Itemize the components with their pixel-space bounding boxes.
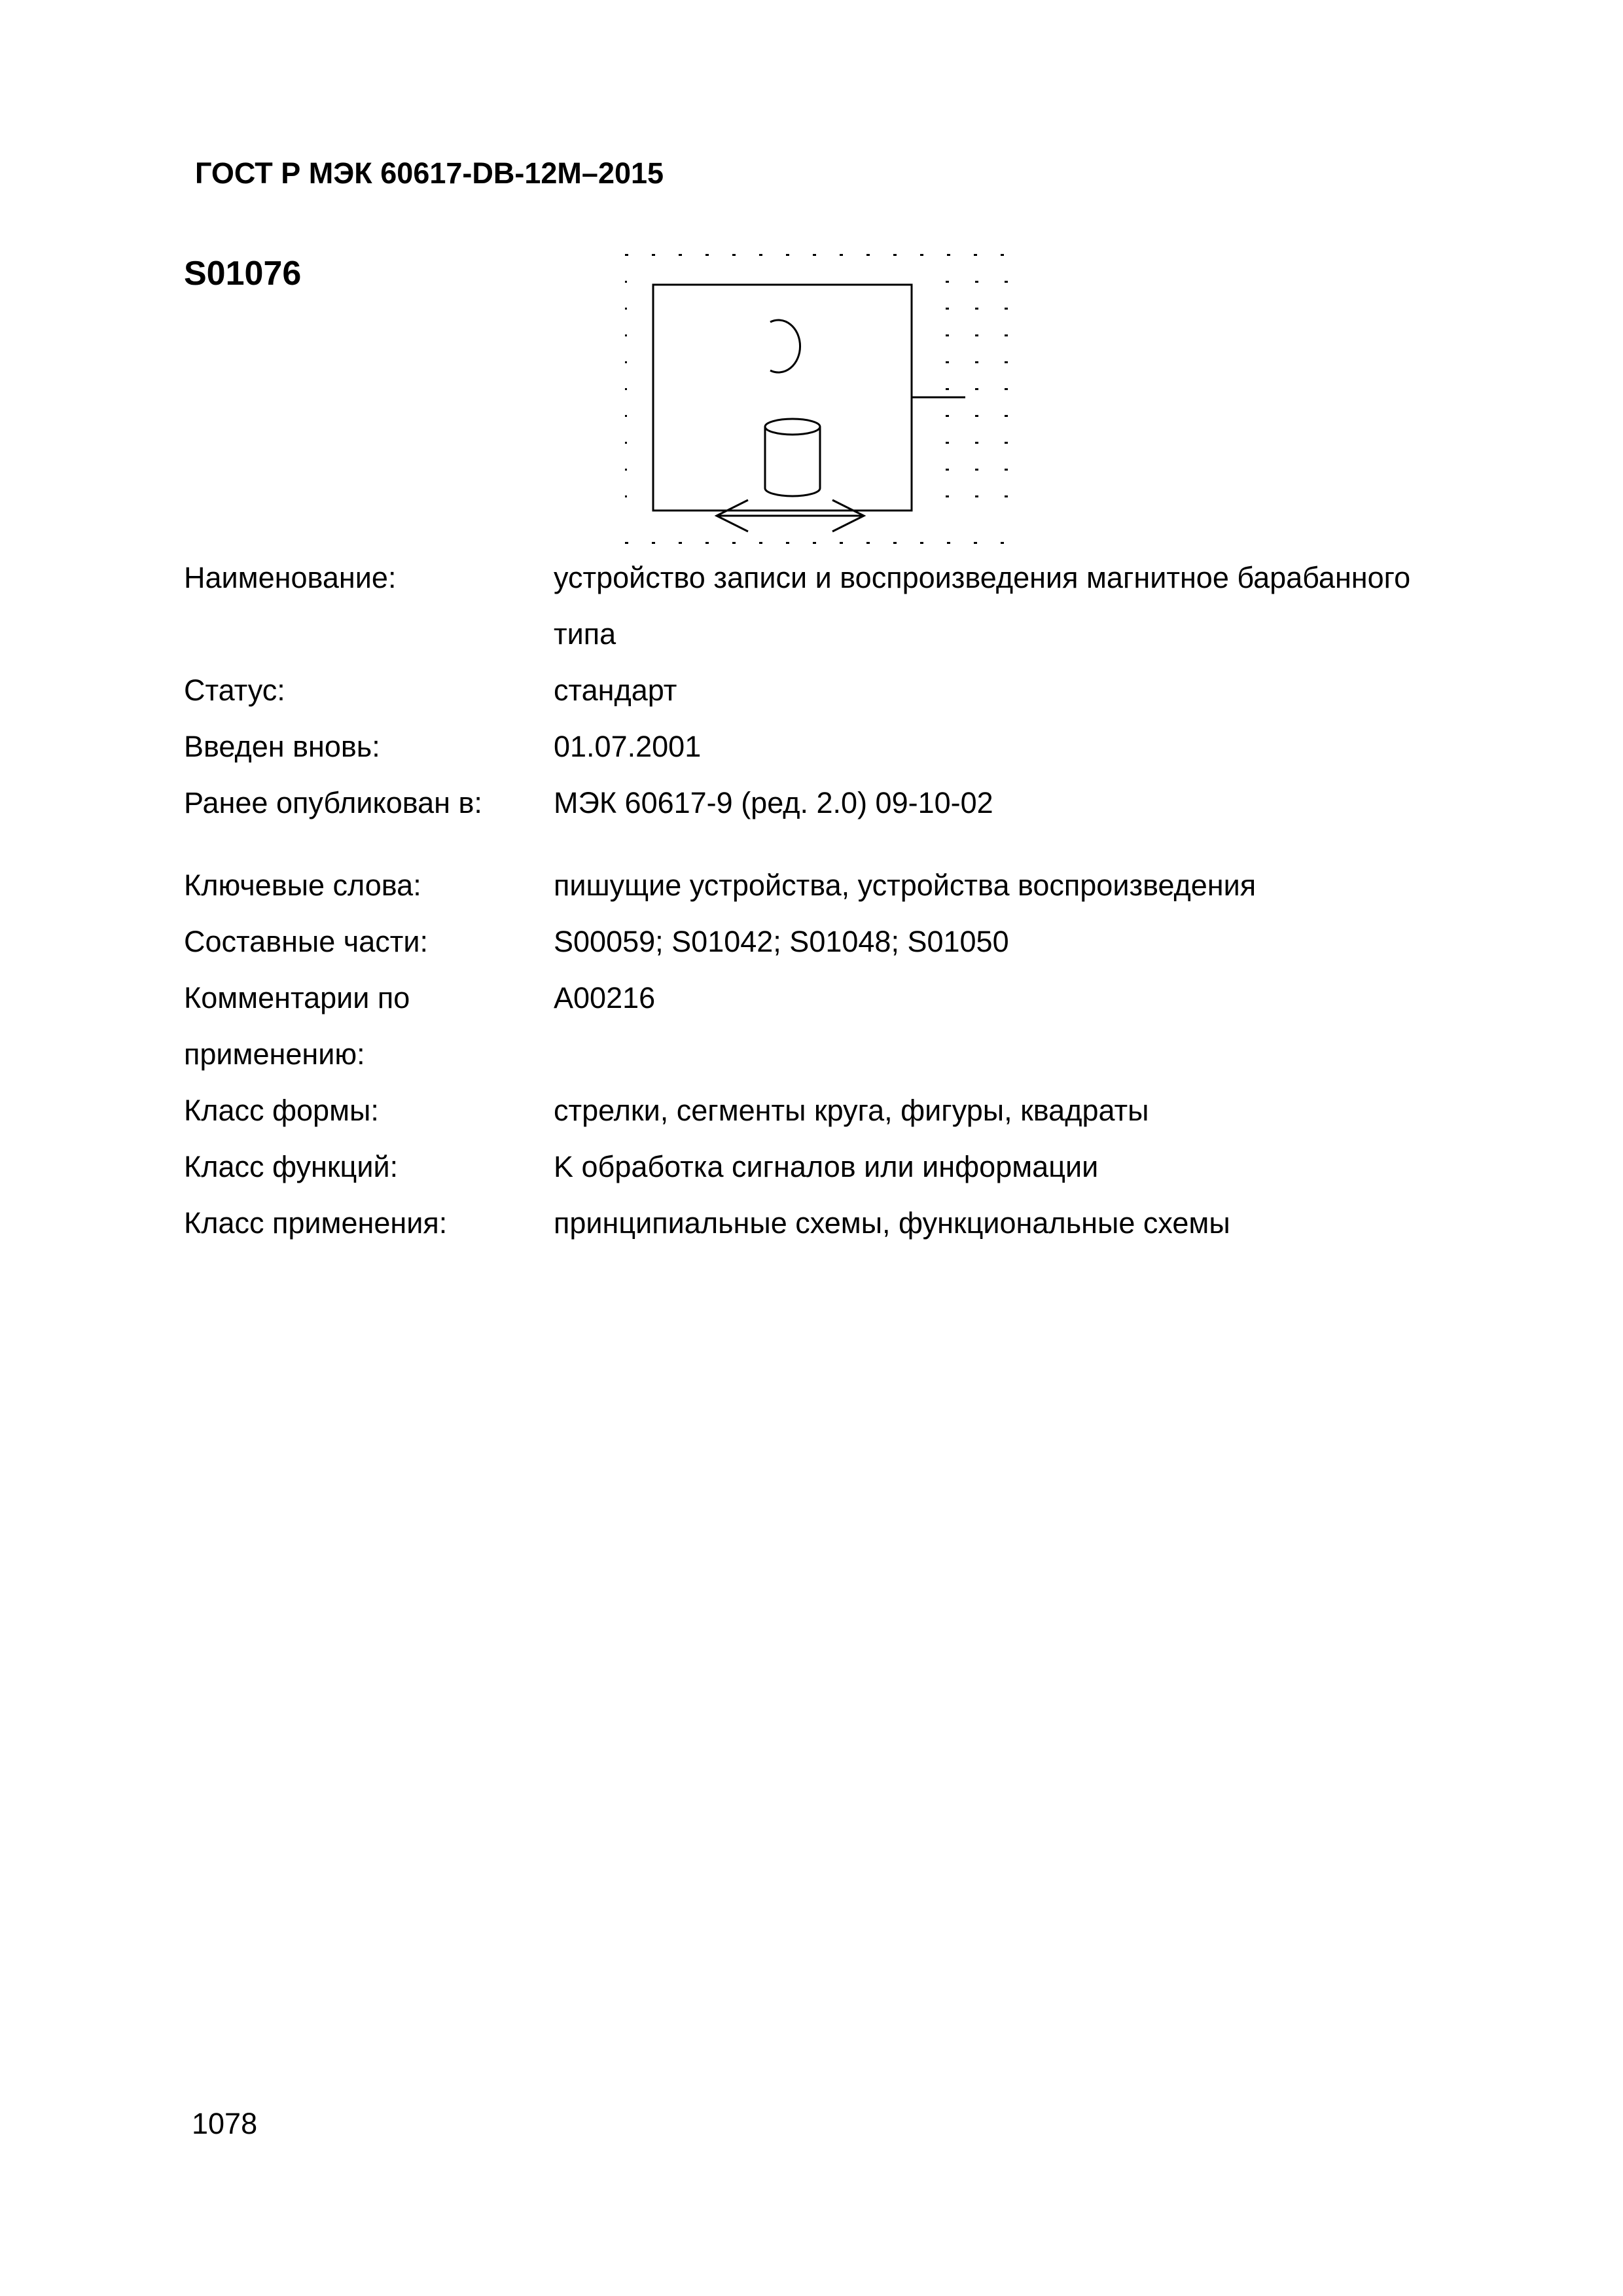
grid-dot (975, 415, 978, 417)
grid-dot (974, 254, 977, 256)
field-value: 01.07.2001 (554, 730, 702, 763)
grid-dot (975, 469, 978, 471)
field-row-function-class (184, 1139, 1427, 1195)
grid-dot (920, 254, 923, 256)
grid-dot (625, 442, 627, 444)
field-value: устройство записи и воспроизведения магнитное барабанного типа (554, 561, 1411, 651)
field-label: Класс применения: (184, 1206, 448, 1240)
grid-dot (625, 415, 627, 417)
field-label: Ключевые слова: (184, 869, 421, 902)
grid-dot (975, 334, 978, 336)
grid-dot (974, 542, 977, 544)
drum-bottom-icon (765, 488, 820, 496)
grid-dot (1005, 442, 1008, 444)
arc-segment-icon (770, 320, 800, 372)
grid-dot (679, 542, 682, 544)
drum-top-icon (765, 419, 820, 435)
field-row-published-in (184, 775, 1427, 831)
page-number: 1078 (192, 2107, 258, 2140)
symbol-code: S01076 (184, 255, 302, 293)
grid-dot (946, 469, 949, 471)
grid-dot (625, 254, 628, 256)
grid-dot (759, 542, 762, 544)
field-value: стрелки, сегменты круга, фигуры, квадраты (554, 1094, 1149, 1127)
magnetic-drum-recorder-symbol-icon (625, 249, 1027, 550)
grid-dot (946, 334, 949, 336)
grid-dot (652, 542, 655, 544)
field-row-introduced (184, 719, 1427, 775)
field-label: Составные части: (184, 925, 429, 958)
grid-dot (786, 542, 789, 544)
field-value: S00059; S01042; S01048; S01050 (554, 925, 1009, 958)
grid-dot (866, 254, 870, 256)
grid-dot (946, 361, 949, 363)
field-label: Ранее опубликован в: (184, 786, 482, 819)
field-label: Наименование: (184, 561, 397, 594)
grid-dot (625, 334, 627, 336)
grid-dot (1005, 281, 1008, 283)
grid-dot (920, 542, 923, 544)
grid-dot (705, 254, 709, 256)
field-row-shape-class (184, 1083, 1427, 1139)
grid-dot (975, 388, 978, 390)
field-value: принципиальные схемы, функциональные схемы (554, 1206, 1230, 1240)
field-label: Комментарии по применению: (184, 981, 410, 1071)
grid-dot (813, 542, 816, 544)
grid-dot (625, 308, 627, 310)
grid-dot (1005, 308, 1008, 310)
grid-dot (625, 388, 627, 390)
symbol-frame (653, 285, 912, 511)
field-row-components (184, 914, 1427, 970)
field-row-keywords (184, 857, 1427, 914)
grid-dot (893, 254, 897, 256)
grid-dot (947, 254, 950, 256)
grid-dot (1005, 495, 1008, 497)
field-value: пишущие устройства, устройства воспроизведения (554, 869, 1257, 902)
grid-dot (946, 281, 949, 283)
grid-dot (893, 542, 897, 544)
grid-dot (1005, 388, 1008, 390)
grid-dot (1005, 334, 1008, 336)
symbol-drawing (653, 285, 965, 531)
field-value: МЭК 60617-9 (ред. 2.0) 09-10-02 (554, 786, 993, 819)
grid-dot (946, 442, 949, 444)
field-value: A00216 (554, 981, 656, 1014)
grid-dot (840, 254, 843, 256)
field-label: Введен вновь: (184, 730, 380, 763)
grid-dot (625, 469, 627, 471)
grid-dot (705, 542, 709, 544)
grid-dot (625, 542, 628, 544)
grid-dot (947, 542, 950, 544)
document-header: ГОСТ Р МЭК 60617-DB-12М–2015 (195, 156, 664, 190)
field-value: K обработка сигналов или информации (554, 1150, 1099, 1183)
grid-dot (975, 281, 978, 283)
field-value: стандарт (554, 673, 677, 707)
grid-dot (975, 495, 978, 497)
grid-dot (652, 254, 655, 256)
grid-dot (975, 361, 978, 363)
grid-dot (946, 388, 949, 390)
grid-dot (946, 495, 949, 497)
grid-dot (679, 254, 682, 256)
grid-dot (975, 308, 978, 310)
field-row-name (184, 550, 1427, 662)
grid-dot (1005, 361, 1008, 363)
grid-dot (946, 415, 949, 417)
grid-dot (732, 254, 736, 256)
grid-dot (759, 254, 762, 256)
field-label: Класс функций: (184, 1150, 399, 1183)
grid-dot (975, 442, 978, 444)
grid-dot (1005, 469, 1008, 471)
grid-dots (625, 254, 1008, 544)
field-row-status (184, 662, 1427, 719)
field-label: Класс формы: (184, 1094, 379, 1127)
grid-dot (625, 361, 627, 363)
grid-dot (946, 308, 949, 310)
grid-dot (625, 495, 627, 497)
field-row-application-class (184, 1195, 1427, 1251)
grid-dot (866, 542, 870, 544)
field-list (184, 550, 1427, 1251)
grid-dot (625, 281, 627, 283)
field-label: Статус: (184, 673, 285, 707)
grid-dot (840, 542, 843, 544)
grid-dot (1005, 415, 1008, 417)
grid-dot (1001, 254, 1004, 256)
field-row-application-notes (184, 970, 1427, 1083)
grid-dot (813, 254, 816, 256)
grid-dot (786, 254, 789, 256)
grid-dot (732, 542, 736, 544)
grid-dot (1001, 542, 1004, 544)
